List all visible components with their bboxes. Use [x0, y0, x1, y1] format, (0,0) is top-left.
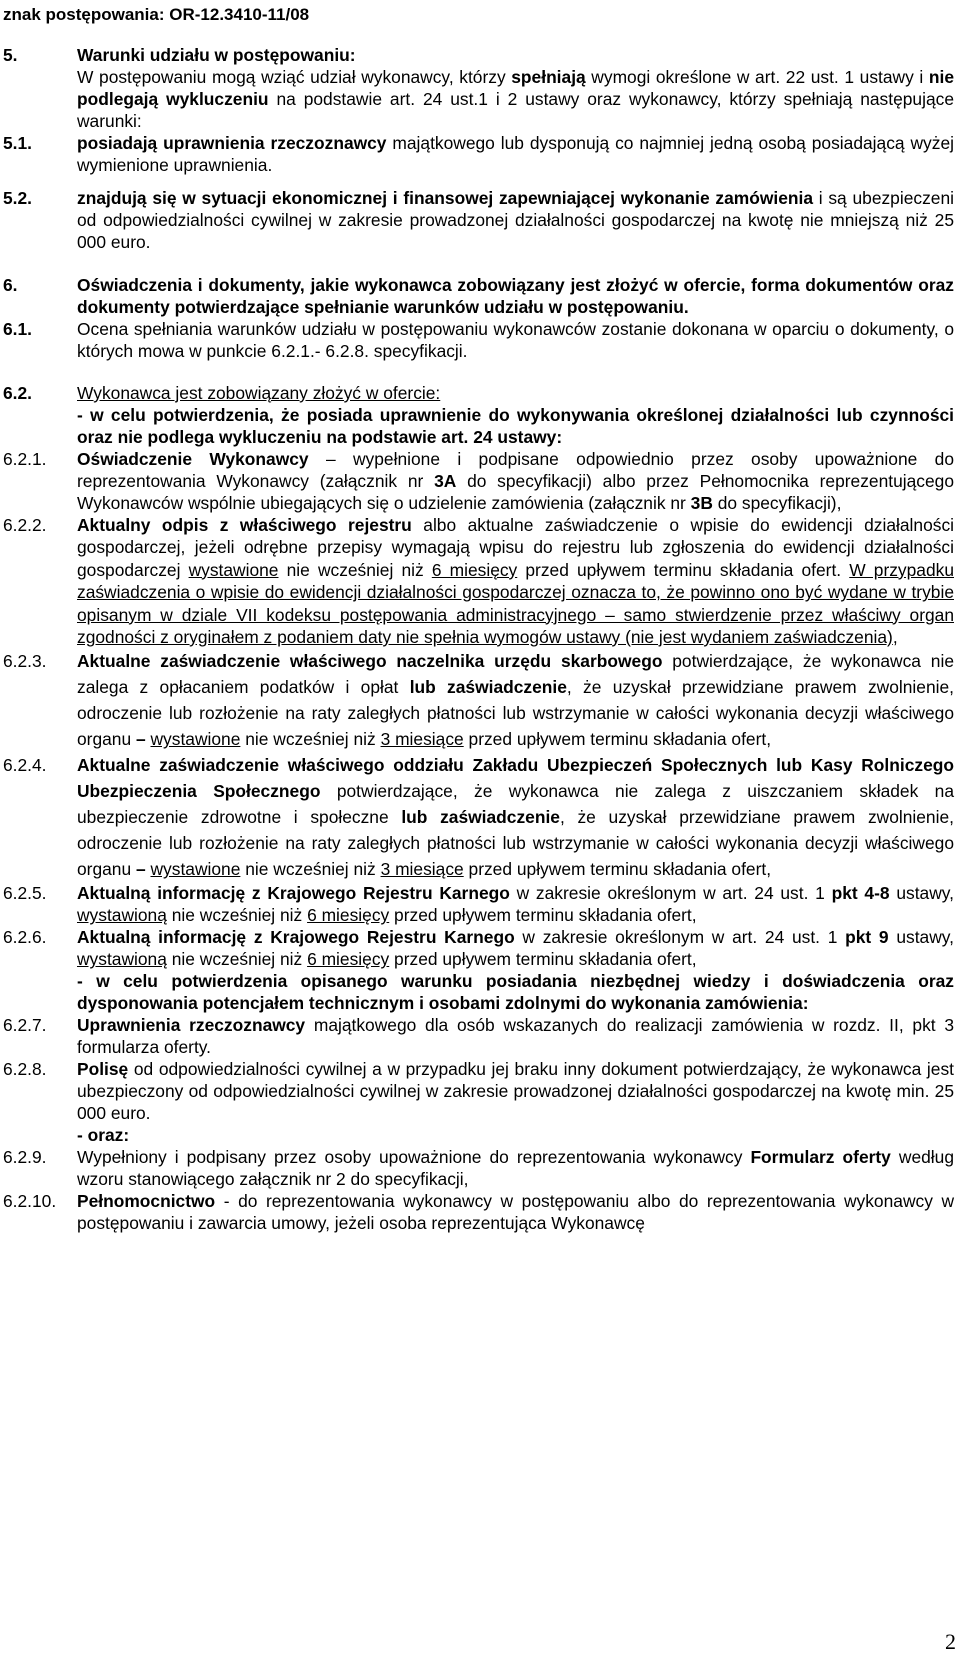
- section-title: Oświadczenia i dokumenty, jakie wykonawca zobowiązany jest złożyć w ofercie, forma dokumentów oraz dokumenty potwierdzające spełnianie warunków udziału w postępowaniu.: [77, 275, 954, 317]
- paragraph: Aktualne zaświadczenie właściwego oddziału Zakładu Ubezpieczeń Społecznych lub Kasy Rolniczego Ubezpieczenia Społecznego potwierdzające, że wykonawca nie zalega z uiszczaniem składek na ubezpieczenie zdrowotne i społeczne lub zaświadczenie, że uzyskał przewidziane prawem zwolnienie, odroczenie lub rozłożenie na raty zaległych płatności lub wstrzymanie w całości wykonania decyzji właściwego organu – wystawione nie wcześniej niż 3 miesiące przed upływem terminu składania ofert,: [77, 755, 954, 880]
- section-6-2-4: 6.2.4. Aktualne zaświadczenie właściwego oddziału Zakładu Ubezpieczeń Społecznych lub Kasy Rolniczego Ubezpieczenia Społecznego potwierdzające, że wykonawca nie zalega z uiszczaniem składek na ubezpieczenie zdrowotne i społeczne lub zaświadczenie, że uzyskał przewidziane prawem zwolnienie, odroczenie lub rozłożenie na raty zaległych płatności lub wstrzymanie w całości wykonania decyzji właściwego organu – wystawione nie wcześniej niż 3 miesiące przed upływem terminu składania ofert,: [3, 752, 954, 882]
- section-5-2: 5.2. znajdują się w sytuacji ekonomicznej i finansowej zapewniającej wykonanie zamówienia i są ubezpieczeni od odpowiedzialności cywilnej w zakresie prowadzonej działalności gospodarczej na kwotę nie mniejszą niż 25 000 euro.: [3, 188, 954, 252]
- section-6-2: 6.2. Wykonawca jest zobowiązany złożyć w ofercie: - w celu potwierdzenia, że posiada uprawnienie do wykonywania określonej działalności lub czynności oraz nie podlega wykluczeniu na podstawie art. 24 ustawy:: [3, 383, 954, 447]
- paragraph: - oraz:: [77, 1125, 130, 1146]
- paragraph: Uprawnienia rzeczoznawcy majątkowego dla osób wskazanych do realizacji zamówienia w rozdz. II, pkt 3 formularza oferty.: [77, 1015, 954, 1058]
- paragraph: Aktualne zaświadczenie właściwego naczelnika urzędu skarbowego potwierdzające, że wykonawca nie zalega z opłacaniem podatków i opłat lub zaświadczenie, że uzyskał przewidziane prawem zwolnienie, odroczenie lub rozłożenie na raty zaległych płatności lub wstrzymanie w całości wykonania decyzji właściwego organu – wystawione nie wcześniej niż 3 miesiące przed upływem terminu składania ofert,: [77, 651, 954, 750]
- page-number: 2: [945, 1629, 956, 1654]
- paragraph: Wykonawca jest zobowiązany złożyć w ofercie:: [77, 383, 441, 403]
- section-5-1: 5.1. posiadają uprawnienia rzeczoznawcy majątkowego lub dysponują co najmniej jedną osobą posiadającą wyżej wymienione uprawnienia.: [3, 133, 954, 175]
- section-6-2-6: 6.2.6. Aktualną informację z Krajowego Rejestru Karnego w zakresie określonym w art. 24 ust. 1 pkt 9 ustawy, wystawioną nie wcześniej niż 6 miesięcy przed upływem terminu składania ofert, - w celu potwierdzenia opisanego warunku posiadania niezbędnej wiedzy i doświadczenia oraz dysponowania potencjałem technicznym i osobami zdolnymi do wykonania zamówienia:: [3, 927, 954, 1014]
- document-body: [3, 44, 954, 1234]
- paragraph: Aktualną informację z Krajowego Rejestru Karnego w zakresie określonym w art. 24 ust. 1 pkt 4-8 ustawy, wystawioną nie wcześniej niż 6 miesięcy przed upływem terminu składania ofert,: [77, 883, 954, 926]
- paragraph: W postępowaniu mogą wziąć udział wykonawcy, którzy spełniają wymogi określone w art. 22 ust. 1 ustawy i nie podlegają wykluczeniu na podstawie art. 24 ust.1 i 2 ustawy oraz wykonawcy, którzy spełniają następujące warunki:: [77, 67, 955, 131]
- paragraph: Polisę od odpowiedzialności cywilnej a w przypadku jej braku inny dokument potwierdzający, że wykonawca jest ubezpieczony od odpowiedzialności cywilnej w zakresie prowadzonej działalności gospodarczej na kwotę min. 25 000 euro.: [77, 1059, 954, 1124]
- section-6-2-2: 6.2.2. Aktualny odpis z właściwego rejestru albo aktualne zaświadczenie o wpisie do ewidencji działalności gospodarczej, jeżeli odrębne przepisy wymagają wpisu do rejestru lub zgłoszenia do ewidencji działalności gospodarczej wystawione nie wcześniej niż 6 miesięcy przed upływem terminu składania ofert. W przypadku zaświadczenia o wpisie do ewidencji działalności gospodarczej oznacza to, że powinno ono być wydane w trybie opisanym w dziale VII kodeksu postępowania administracyjnego – samo stwierdzenie przez właściwy organ zgodności z oryginałem z podaniem daty nie spełnia wymogów ustawy (nie jest wydaniem zaświadczenia),: [3, 515, 955, 648]
- section-6-2-3: 6.2.3. Aktualne zaświadczenie właściwego naczelnika urzędu skarbowego potwierdzające, że wykonawca nie zalega z opłacaniem podatków i opłat lub zaświadczenie, że uzyskał przewidziane prawem zwolnienie, odroczenie lub rozłożenie na raty zaległych płatności lub wstrzymanie w całości wykonania decyzji właściwego organu – wystawione nie wcześniej niż 3 miesiące przed upływem terminu składania ofert,: [3, 648, 954, 752]
- paragraph: Oświadczenie Wykonawcy – wypełnione i podpisane odpowiednio przez osoby upoważnione do reprezentowania Wykonawcy (załącznik nr 3A do specyfikacji) albo przez Pełnomocnika reprezentującego Wykonawców wspólnie ubiegających się o udzielenie zamówienia (załącznik nr 3B do specyfikacji),: [77, 449, 954, 513]
- section-6-2-10: 6.2.10. Pełnomocnictwo - do reprezentowania wykonawcy w postępowaniu albo do reprezentowania wykonawcy w postępowaniu i zawarcia umowy, jeżeli osoba reprezentująca Wykonawcę: [3, 1191, 954, 1234]
- section-6-2-9: 6.2.9. Wypełniony i podpisany przez osoby upoważnione do reprezentowania wykonawcy Formularz oferty według wzoru stanowiącego załącznik nr 2 do specyfikacji,: [3, 1147, 955, 1190]
- section-6-2-8: 6.2.8. Polisę od odpowiedzialności cywilnej a w przypadku jej braku inny dokument potwierdzający, że wykonawca jest ubezpieczony od odpowiedzialności cywilnej w zakresie prowadzonej działalności gospodarczej na kwotę min. 25 000 euro. - oraz:: [3, 1059, 954, 1146]
- paragraph: Ocena spełniania warunków udziału w postępowaniu wykonawców zostanie dokonana w oparciu o dokumenty, o których mowa w punkcie 6.2.1.- 6.2.8. specyfikacji.: [77, 319, 954, 361]
- section-6-1: 6.1. Ocena spełniania warunków udziału w postępowaniu wykonawców zostanie dokonana w oparciu o dokumenty, o których mowa w punkcie 6.2.1.- 6.2.8. specyfikacji.: [3, 319, 954, 361]
- paragraph: Pełnomocnictwo - do reprezentowania wykonawcy w postępowaniu albo do reprezentowania wykonawcy w postępowaniu i zawarcia umowy, jeżeli osoba reprezentująca Wykonawcę: [77, 1191, 954, 1234]
- paragraph: posiadają uprawnienia rzeczoznawcy majątkowego lub dysponują co najmniej jedną osobą posiadającą wyżej wymienione uprawnienia.: [77, 133, 954, 175]
- section-title: Warunki udziału w postępowaniu:: [77, 45, 356, 65]
- paragraph: Wypełniony i podpisany przez osoby upoważnione do reprezentowania wykonawcy Formularz oferty według wzoru stanowiącego załącznik nr 2 do specyfikacji,: [77, 1147, 955, 1190]
- section-number: 5.: [3, 45, 18, 65]
- section-6-2-7: 6.2.7. Uprawnienia rzeczoznawcy majątkowego dla osób wskazanych do realizacji zamówienia w rozdz. II, pkt 3 formularza oferty.: [3, 1015, 954, 1058]
- section-5: [3, 44, 954, 132]
- section-6-2-1: 6.2.1. Oświadczenie Wykonawcy – wypełnione i podpisane odpowiednio przez osoby upoważnione do reprezentowania Wykonawcy (załącznik nr 3A do specyfikacji) albo przez Pełnomocnika reprezentującego Wykonawców wspólnie ubiegających się o udzielenie zamówienia (załącznik nr 3B do specyfikacji),: [3, 449, 954, 513]
- paragraph: znajdują się w sytuacji ekonomicznej i finansowej zapewniającej wykonanie zamówienia i są ubezpieczeni od odpowiedzialności cywilnej w zakresie prowadzonej działalności gospodarczej na kwotę nie mniejszą niż 25 000 euro.: [77, 188, 954, 252]
- section-6-2-5: 6.2.5. Aktualną informację z Krajowego Rejestru Karnego w zakresie określonym w art. 24 ust. 1 pkt 4-8 ustawy, wystawioną nie wcześniej niż 6 miesięcy przed upływem terminu składania ofert,: [3, 883, 954, 926]
- document-reference: znak postępowania: OR-12.3410-11/08: [3, 5, 310, 24]
- section-6: 6. Oświadczenia i dokumenty, jakie wykonawca zobowiązany jest złożyć w ofercie, forma dokumentów oraz dokumenty potwierdzające spełnianie warunków udziału w postępowaniu.: [3, 275, 954, 317]
- paragraph: - w celu potwierdzenia opisanego warunku posiadania niezbędnej wiedzy i doświadczenia oraz dysponowania potencjałem technicznym i osobami zdolnymi do wykonania zamówienia:: [77, 971, 954, 1014]
- paragraph: - w celu potwierdzenia, że posiada uprawnienie do wykonywania określonej działalności lub czynności oraz nie podlega wykluczeniu na podstawie art. 24 ustawy:: [77, 405, 954, 447]
- paragraph: Aktualny odpis z właściwego rejestru albo aktualne zaświadczenie o wpisie do ewidencji działalności gospodarczej, jeżeli odrębne przepisy wymagają wpisu do rejestru lub zgłoszenia do ewidencji działalności gospodarczej wystawione nie wcześniej niż 6 miesięcy przed upływem terminu składania ofert. W przypadku zaświadczenia o wpisie do ewidencji działalności gospodarczej oznacza to, że powinno ono być wydane w trybie opisanym w dziale VII kodeksu postępowania administracyjnego – samo stwierdzenie przez właściwy organ zgodności z oryginałem z podaniem daty nie spełnia wymogów ustawy (nie jest wydaniem zaświadczenia),: [77, 515, 955, 648]
- paragraph: Aktualną informację z Krajowego Rejestru Karnego w zakresie określonym w art. 24 ust. 1 pkt 9 ustawy, wystawioną nie wcześniej niż 6 miesięcy przed upływem terminu składania ofert,: [77, 927, 954, 970]
